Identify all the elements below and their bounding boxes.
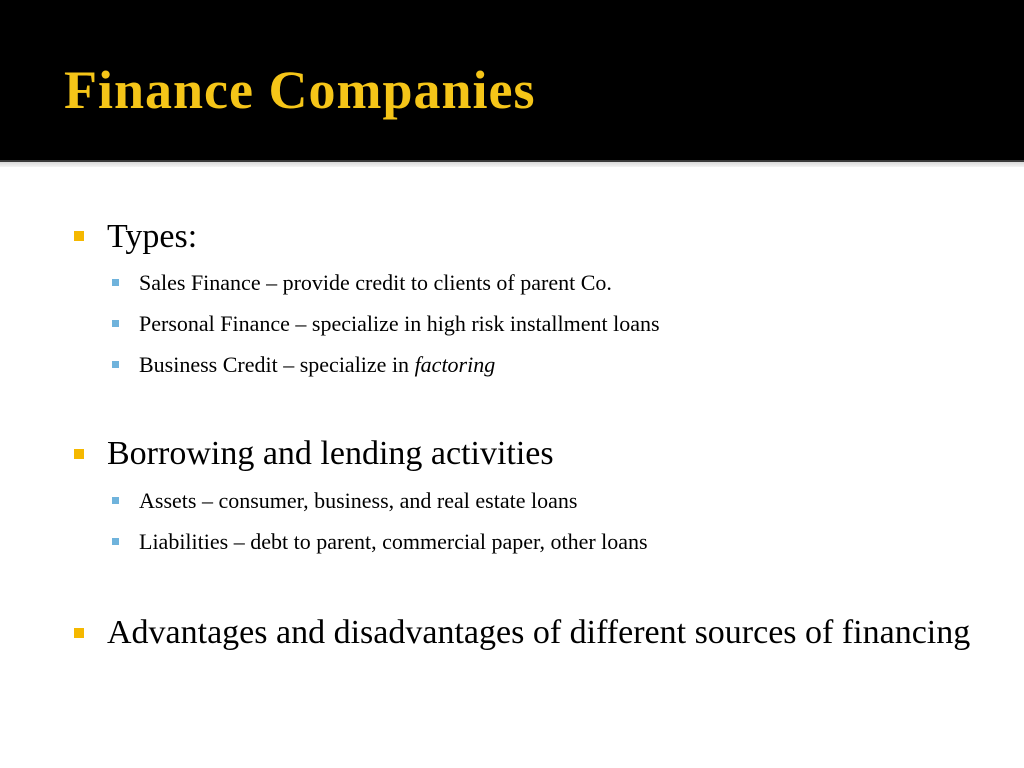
bullet-square-icon	[74, 449, 84, 459]
sub-bullet-square-icon	[112, 361, 119, 368]
sub-bullet-item	[139, 350, 495, 380]
bullet-item: Advantages and disadvantages of different sources of financing	[107, 614, 971, 651]
bullet-square-icon	[74, 231, 84, 241]
sub-bullet-text: Business Credit – specialize in	[139, 352, 415, 377]
slide-title: Finance Companies	[64, 60, 536, 120]
sub-bullet-item: Personal Finance – specialize in high risk installment loans	[139, 311, 660, 336]
sub-bullet-item: Assets – consumer, business, and real estate loans	[139, 488, 578, 513]
sub-bullet-item: Liabilities – debt to parent, commercial paper, other loans	[139, 529, 648, 554]
sub-bullet-square-icon	[112, 538, 119, 545]
sub-bullet-emphasis: factoring	[414, 352, 496, 377]
bullet-item: Types:	[107, 218, 198, 255]
bullet-item: Borrowing and lending activities	[107, 435, 554, 472]
sub-bullet-square-icon	[112, 320, 119, 327]
bullet-square-icon	[74, 628, 84, 638]
sub-bullet-square-icon	[112, 279, 119, 286]
sub-bullet-square-icon	[112, 497, 119, 504]
sub-bullet-item: Sales Finance – provide credit to clients of parent Co.	[139, 270, 612, 295]
